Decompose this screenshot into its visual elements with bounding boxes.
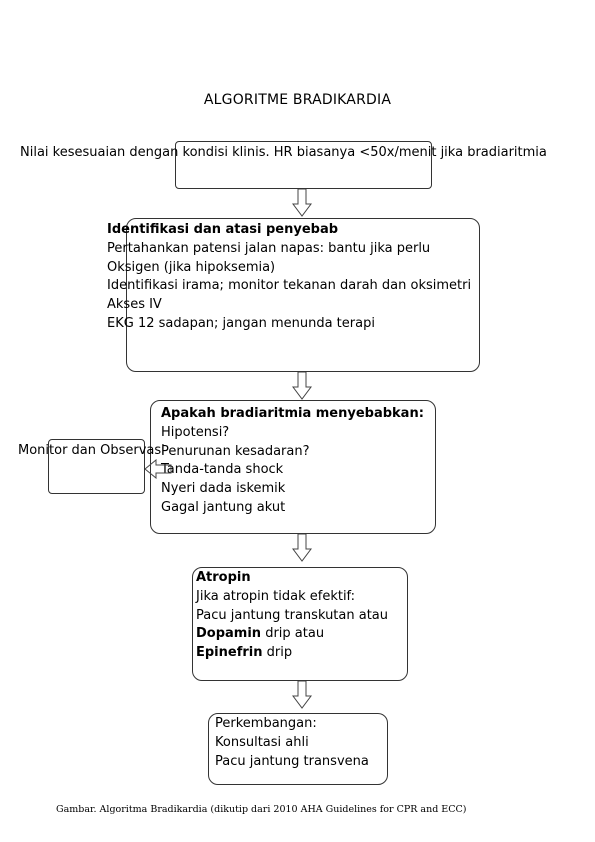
step5-line: Perkembangan:	[215, 716, 317, 731]
dopamin-rest: drip atau	[261, 626, 325, 642]
step4-line	[196, 644, 388, 663]
step1-text: Nilai kesesuaian dengan kondisi klinis. HR biasanya <50x/menit jika bradiaritmia	[20, 145, 547, 160]
epinefrin-rest: drip	[262, 645, 293, 661]
step4-heading: Atropin	[196, 570, 251, 585]
arrow-left-icon	[144, 459, 172, 479]
side-box-text: Monitor dan Observasi	[18, 443, 165, 458]
step4-line	[196, 625, 388, 644]
step2-line: EKG 12 sadapan; jangan menunda terapi	[107, 315, 375, 331]
page-title: ALGORITME BRADIKARDIA	[203, 92, 392, 108]
step2-line: Pertahankan patensi jalan napas: bantu jika perlu	[107, 240, 431, 256]
arrow-down-icon	[292, 681, 312, 709]
step5-line: Pacu jantung transvena	[215, 753, 369, 769]
figure-caption: Gambar. Algoritma Bradikardia (dikutip dari 2010 AHA Guidelines for CPR and ECC)	[56, 804, 467, 815]
step2-line: Oksigen (jika hipoksemia)	[107, 259, 276, 275]
step2-heading: Identifikasi dan atasi penyebab	[107, 222, 339, 237]
step3-heading: Apakah bradiaritmia menyebabkan:	[161, 406, 424, 421]
step2-line: Akses IV	[107, 297, 162, 313]
step3-line: Penurunan kesadaran?	[161, 443, 310, 459]
arrow-down-icon	[292, 534, 312, 562]
step3-line: Gagal jantung akut	[161, 499, 286, 515]
step2-line: Identifikasi irama; monitor tekanan darah dan oksimetri	[107, 278, 472, 294]
step3-line: Nyeri dada iskemik	[161, 481, 286, 497]
step3-line: Hipotensi?	[161, 424, 230, 440]
step3-line: Tanda-tanda shock	[161, 462, 284, 478]
step4-line: Pacu jantung transkutan atau	[196, 607, 389, 623]
step3-text	[161, 405, 424, 518]
step4-text	[196, 569, 388, 663]
step4-line: Jika atropin tidak efektif:	[196, 588, 356, 604]
step2-text	[107, 221, 471, 334]
step5-text	[215, 715, 369, 771]
arrow-down-icon	[292, 189, 312, 217]
epinefrin-label: Epinefrin	[196, 645, 263, 661]
step5-line: Konsultasi ahli	[215, 734, 309, 750]
arrow-down-icon	[292, 372, 312, 400]
dopamin-label: Dopamin	[196, 626, 262, 642]
